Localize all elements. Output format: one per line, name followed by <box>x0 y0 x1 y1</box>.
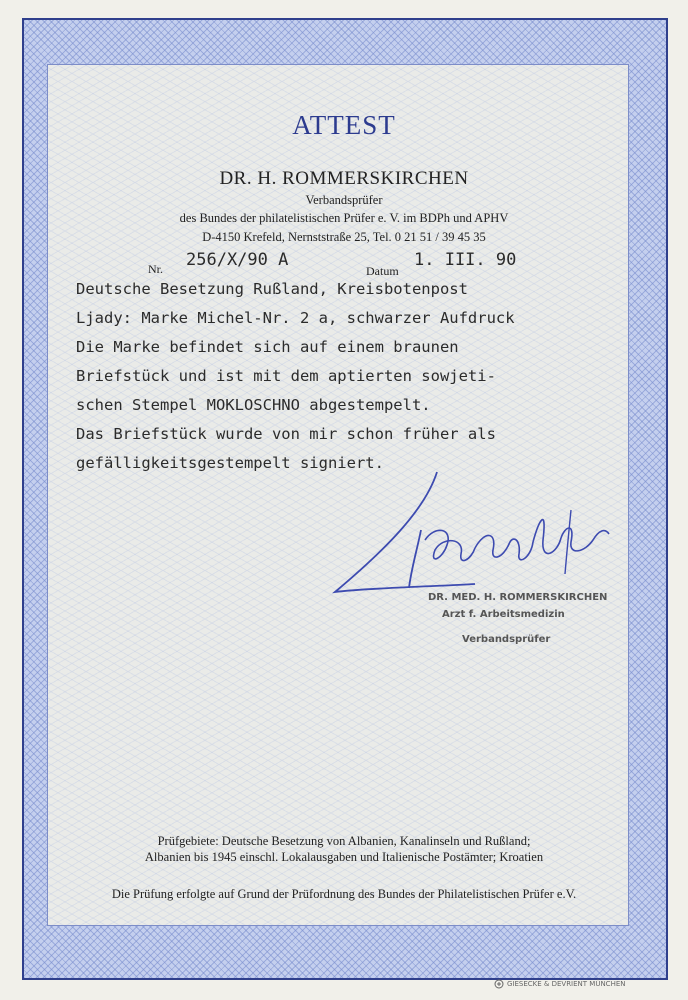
handwritten-signature <box>325 470 615 610</box>
body-line: Ljady: Marke Michel-Nr. 2 a, schwarzer Aufdruck <box>76 309 515 327</box>
stamp-line: DR. MED. H. ROMMERSKIRCHEN <box>428 592 608 603</box>
body-line: Das Briefstück wurde von mir schon früher als <box>76 425 496 443</box>
body-line: Deutsche Besetzung Rußland, Kreisbotenpost <box>76 280 468 298</box>
body-line: Die Marke befindet sich auf einem braunen <box>76 338 459 356</box>
certificate-title: ATTEST <box>292 110 396 140</box>
printer-logo-icon <box>494 979 504 989</box>
examiner-role: Verbandsprüfer <box>305 193 383 207</box>
certificate-number: 256/X/90 A <box>186 250 289 270</box>
certificate-body <box>76 280 666 483</box>
footer-line: Albanien bis 1945 einschl. Lokalausgaben und Italienische Postämter; Kroatien <box>144 850 544 864</box>
examiner-address: D-4150 Krefeld, Nernststraße 25, Tel. 0 21 51 / 39 45 35 <box>202 230 486 244</box>
printer-credit: GIESECKE & DEVRIENT MÜNCHEN <box>507 980 626 988</box>
stamp-line: Arzt f. Arbeitsmedizin <box>442 609 565 620</box>
footer-line: Prüfgebiete: Deutsche Besetzung von Albanien, Kanalinseln und Rußland; <box>157 834 531 848</box>
number-label: Nr. <box>148 262 163 276</box>
body-line: Briefstück und ist mit dem aptierten sowjeti- <box>76 367 496 385</box>
certificate-date: 1. III. 90 <box>414 250 517 270</box>
examiner-association: des Bundes der philatelistischen Prüfer e. V. im BDPh und APHV <box>179 211 509 225</box>
body-line: gefälligkeitsgestempelt signiert. <box>76 454 384 472</box>
footer-line: Die Prüfung erfolgte auf Grund der Prüfordnung des Bundes der Philatelistischen Prüfer e.V. <box>111 887 577 901</box>
stamp-line: Verbandsprüfer <box>462 634 551 645</box>
examiner-name: DR. H. ROMMERSKIRCHEN <box>219 168 469 189</box>
date-label: Datum <box>366 264 399 278</box>
body-line: schen Stempel MOKLOSCHNO abgestempelt. <box>76 396 431 414</box>
